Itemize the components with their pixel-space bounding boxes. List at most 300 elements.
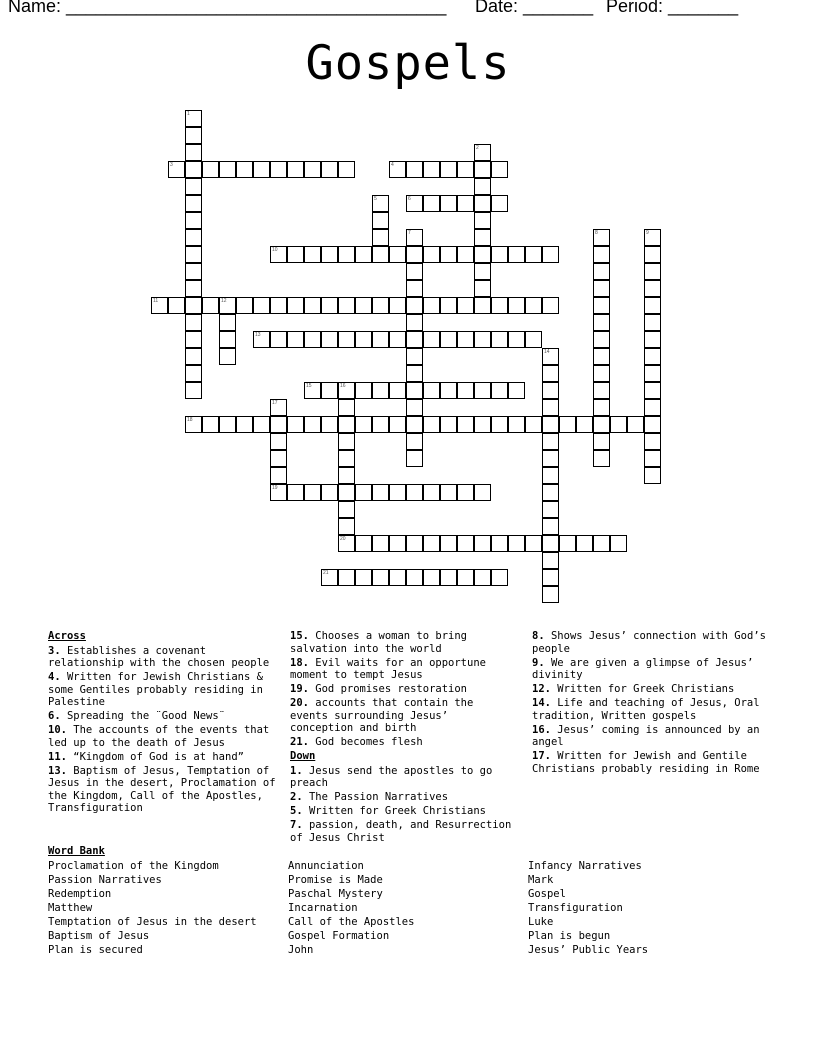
crossword-cell[interactable] xyxy=(321,246,338,263)
crossword-cell[interactable] xyxy=(474,178,491,195)
crossword-cell[interactable] xyxy=(593,331,610,348)
crossword-cell[interactable] xyxy=(372,195,389,212)
clue xyxy=(48,710,278,723)
crossword-cell[interactable] xyxy=(270,161,287,178)
crossword-cell[interactable] xyxy=(219,348,236,365)
crossword-cell[interactable] xyxy=(542,399,559,416)
crossword-cell[interactable] xyxy=(270,433,287,450)
crossword-cell[interactable] xyxy=(644,314,661,331)
crossword-cell[interactable] xyxy=(423,195,440,212)
crossword-cell[interactable] xyxy=(576,535,593,552)
crossword-cell[interactable] xyxy=(542,535,559,552)
crossword-cell[interactable] xyxy=(457,331,474,348)
clue xyxy=(532,683,767,696)
crossword-cell[interactable] xyxy=(525,297,542,314)
crossword-cell[interactable] xyxy=(644,382,661,399)
crossword-cell[interactable] xyxy=(406,195,423,212)
word-bank-item: Paschal Mystery xyxy=(288,888,383,900)
crossword-cell[interactable] xyxy=(202,161,219,178)
crossword-cell[interactable] xyxy=(491,195,508,212)
crossword-cell[interactable] xyxy=(287,331,304,348)
crossword-cell[interactable] xyxy=(474,195,491,212)
crossword-cell[interactable] xyxy=(338,450,355,467)
crossword-cell[interactable] xyxy=(338,467,355,484)
crossword-cell[interactable] xyxy=(406,263,423,280)
crossword-cell[interactable] xyxy=(287,416,304,433)
crossword-cell[interactable] xyxy=(508,297,525,314)
crossword-cell[interactable] xyxy=(185,297,202,314)
clues-column-2 xyxy=(290,630,515,846)
clue xyxy=(532,657,767,682)
crossword-cell[interactable] xyxy=(542,586,559,603)
crossword-cell[interactable] xyxy=(593,433,610,450)
crossword-cell[interactable] xyxy=(236,161,253,178)
name-field[interactable]: Name: ______________________________________ xyxy=(8,0,447,16)
crossword-cell[interactable] xyxy=(644,229,661,246)
crossword-cell[interactable] xyxy=(457,569,474,586)
crossword-cell[interactable] xyxy=(508,382,525,399)
crossword-cell[interactable] xyxy=(474,416,491,433)
crossword-cell[interactable] xyxy=(219,416,236,433)
crossword-cell[interactable] xyxy=(185,212,202,229)
crossword-cell[interactable] xyxy=(372,297,389,314)
clue xyxy=(290,805,515,818)
crossword-cell[interactable] xyxy=(372,416,389,433)
crossword-cell[interactable] xyxy=(644,280,661,297)
crossword-cell[interactable] xyxy=(270,399,287,416)
clue xyxy=(48,724,278,749)
crossword-cell[interactable] xyxy=(287,484,304,501)
clue-number-label: 11. xyxy=(48,750,67,763)
crossword-cell[interactable] xyxy=(270,416,287,433)
crossword-cell[interactable] xyxy=(321,484,338,501)
crossword-cell[interactable] xyxy=(406,348,423,365)
crossword-cell[interactable] xyxy=(423,297,440,314)
crossword-cell[interactable] xyxy=(474,382,491,399)
crossword-cell[interactable] xyxy=(338,535,355,552)
crossword-cell[interactable] xyxy=(304,161,321,178)
crossword-cell[interactable] xyxy=(338,416,355,433)
crossword-cell[interactable] xyxy=(185,314,202,331)
crossword-cell[interactable] xyxy=(474,535,491,552)
crossword-cell[interactable] xyxy=(406,416,423,433)
clue-number: 2 xyxy=(476,145,479,151)
clue-number: 7 xyxy=(408,230,411,236)
crossword-cell[interactable] xyxy=(389,416,406,433)
crossword-cell[interactable] xyxy=(270,467,287,484)
crossword-cell[interactable] xyxy=(185,331,202,348)
crossword-cell[interactable] xyxy=(185,246,202,263)
crossword-cell[interactable] xyxy=(202,416,219,433)
word-bank-item: Call of the Apostles xyxy=(288,916,415,928)
clue-number-label: 2. xyxy=(290,791,303,803)
crossword-cell[interactable] xyxy=(440,195,457,212)
crossword-cell[interactable] xyxy=(338,501,355,518)
crossword-cell[interactable] xyxy=(525,416,542,433)
crossword-cell[interactable] xyxy=(406,433,423,450)
crossword-cell[interactable] xyxy=(423,416,440,433)
crossword-cell[interactable] xyxy=(508,535,525,552)
crossword-cell[interactable] xyxy=(304,331,321,348)
crossword-cell[interactable] xyxy=(304,297,321,314)
crossword-cell[interactable] xyxy=(491,416,508,433)
crossword-cell[interactable] xyxy=(474,246,491,263)
crossword-cell[interactable] xyxy=(542,569,559,586)
crossword-cell[interactable] xyxy=(219,161,236,178)
crossword-cell[interactable] xyxy=(355,416,372,433)
crossword-cell[interactable] xyxy=(457,382,474,399)
crossword-cell[interactable] xyxy=(338,433,355,450)
crossword-cell[interactable] xyxy=(406,229,423,246)
crossword-cell[interactable] xyxy=(389,535,406,552)
word-bank-item: Temptation of Jesus in the desert xyxy=(48,916,257,928)
crossword-cell[interactable] xyxy=(457,161,474,178)
crossword-cell[interactable] xyxy=(644,348,661,365)
crossword-cell[interactable] xyxy=(542,416,559,433)
crossword-cell[interactable] xyxy=(559,535,576,552)
crossword-cell[interactable] xyxy=(644,433,661,450)
crossword-cell[interactable] xyxy=(338,484,355,501)
word-bank-item: Luke xyxy=(528,916,554,928)
crossword-cell[interactable] xyxy=(491,161,508,178)
crossword-cell[interactable] xyxy=(406,246,423,263)
crossword-cell[interactable] xyxy=(219,297,236,314)
crossword-cell[interactable] xyxy=(457,195,474,212)
crossword-cell[interactable] xyxy=(593,280,610,297)
clue xyxy=(290,819,515,844)
crossword-cell[interactable] xyxy=(185,110,202,127)
crossword-cell[interactable] xyxy=(525,331,542,348)
crossword-cell[interactable] xyxy=(593,348,610,365)
crossword-cell[interactable] xyxy=(406,569,423,586)
crossword-cell[interactable] xyxy=(321,297,338,314)
crossword-cell[interactable] xyxy=(270,331,287,348)
crossword-cell[interactable] xyxy=(440,331,457,348)
crossword-cell[interactable] xyxy=(253,161,270,178)
word-bank-item: Annunciation xyxy=(288,860,364,872)
crossword-cell[interactable] xyxy=(253,331,270,348)
crossword-cell[interactable] xyxy=(644,331,661,348)
crossword-cell[interactable] xyxy=(406,280,423,297)
crossword-cell[interactable] xyxy=(423,569,440,586)
crossword-cell[interactable] xyxy=(593,416,610,433)
clue-number: 15 xyxy=(306,383,312,389)
crossword-cell[interactable] xyxy=(202,297,219,314)
crossword-cell[interactable] xyxy=(338,399,355,416)
crossword-cell[interactable] xyxy=(389,331,406,348)
period-field[interactable]: Period: _______ xyxy=(606,0,739,16)
crossword-cell[interactable] xyxy=(644,246,661,263)
clue-text: Written for Greek Christians xyxy=(302,805,486,817)
clue-text: Evil waits for an opportune moment to tempt Jesus xyxy=(290,656,486,681)
crossword-cell[interactable] xyxy=(491,246,508,263)
crossword-cell[interactable] xyxy=(474,263,491,280)
crossword-cell[interactable] xyxy=(423,535,440,552)
crossword-cell[interactable] xyxy=(593,263,610,280)
crossword-cell[interactable] xyxy=(389,569,406,586)
crossword-cell[interactable] xyxy=(372,535,389,552)
crossword-cell[interactable] xyxy=(253,416,270,433)
crossword-cell[interactable] xyxy=(236,297,253,314)
clue xyxy=(48,765,278,815)
crossword-cell[interactable] xyxy=(542,382,559,399)
crossword-cell[interactable] xyxy=(593,535,610,552)
crossword-cell[interactable] xyxy=(644,450,661,467)
crossword-cell[interactable] xyxy=(185,365,202,382)
crossword-cell[interactable] xyxy=(304,246,321,263)
crossword-cell[interactable] xyxy=(542,552,559,569)
clue xyxy=(48,751,278,764)
crossword-cell[interactable] xyxy=(338,297,355,314)
crossword-cell[interactable] xyxy=(338,518,355,535)
crossword-cell[interactable] xyxy=(593,450,610,467)
crossword-cell[interactable] xyxy=(185,229,202,246)
clue-number-label: 6. xyxy=(48,710,61,722)
crossword-cell[interactable] xyxy=(559,416,576,433)
crossword-cell[interactable] xyxy=(304,484,321,501)
crossword-cell[interactable] xyxy=(610,416,627,433)
crossword-cell[interactable] xyxy=(474,484,491,501)
page-title: Gospels xyxy=(305,36,511,91)
crossword-cell[interactable] xyxy=(542,365,559,382)
crossword-cell[interactable] xyxy=(304,382,321,399)
crossword-cell[interactable] xyxy=(406,297,423,314)
crossword-cell[interactable] xyxy=(542,246,559,263)
clue-number-label: 3. xyxy=(48,644,61,657)
crossword-cell[interactable] xyxy=(338,161,355,178)
crossword-cell[interactable] xyxy=(440,382,457,399)
clue-text: accounts that contain the events surrounding Jesus’ conception and birth xyxy=(290,697,474,734)
date-field[interactable]: Date: _______ xyxy=(475,0,594,16)
crossword-cell[interactable] xyxy=(644,263,661,280)
crossword-cell[interactable] xyxy=(389,246,406,263)
crossword-cell[interactable] xyxy=(185,263,202,280)
crossword-cell[interactable] xyxy=(236,416,253,433)
crossword-cell[interactable] xyxy=(219,314,236,331)
crossword-cell[interactable] xyxy=(423,161,440,178)
clue-number: 16 xyxy=(340,383,346,389)
clue xyxy=(290,765,515,790)
word-bank-item: Jesus’ Public Years xyxy=(528,944,649,956)
crossword-cell[interactable] xyxy=(542,450,559,467)
clue-number-label: 14. xyxy=(532,697,551,709)
crossword-cell[interactable] xyxy=(389,382,406,399)
crossword-cell[interactable] xyxy=(474,161,491,178)
crossword-cell[interactable] xyxy=(151,297,168,314)
crossword-cell[interactable] xyxy=(304,416,321,433)
clue-number-label: 7. xyxy=(290,819,303,831)
crossword-cell[interactable] xyxy=(644,399,661,416)
crossword-cell[interactable] xyxy=(423,484,440,501)
crossword-cell[interactable] xyxy=(321,416,338,433)
crossword-cell[interactable] xyxy=(185,280,202,297)
crossword-cell[interactable] xyxy=(406,331,423,348)
crossword-cell[interactable] xyxy=(338,382,355,399)
crossword-cell[interactable] xyxy=(423,246,440,263)
clue xyxy=(290,697,515,735)
clue-text: God becomes flesh xyxy=(308,736,423,748)
crossword-cell[interactable] xyxy=(474,229,491,246)
crossword-cell[interactable] xyxy=(440,569,457,586)
crossword-cell[interactable] xyxy=(474,331,491,348)
crossword-cell[interactable] xyxy=(355,569,372,586)
clue-text: God promises restoration xyxy=(308,683,468,695)
crossword-cell[interactable] xyxy=(321,569,338,586)
crossword-cell[interactable] xyxy=(355,484,372,501)
word-bank-item: Mark xyxy=(528,874,554,886)
crossword-cell[interactable] xyxy=(372,569,389,586)
word-bank-item: Infancy Narratives xyxy=(528,860,642,872)
clue xyxy=(48,671,278,709)
crossword-cell[interactable] xyxy=(185,144,202,161)
crossword-cell[interactable] xyxy=(423,331,440,348)
crossword-cell[interactable] xyxy=(440,161,457,178)
crossword-cell[interactable] xyxy=(542,433,559,450)
crossword-cell[interactable] xyxy=(321,161,338,178)
crossword-cell[interactable] xyxy=(406,484,423,501)
crossword-cell[interactable] xyxy=(508,246,525,263)
crossword-cell[interactable] xyxy=(270,297,287,314)
word-bank-column-2 xyxy=(288,859,414,957)
clue-number: 20 xyxy=(340,536,346,542)
crossword-cell[interactable] xyxy=(185,382,202,399)
clue-number-label: 18. xyxy=(290,656,309,669)
crossword-cell[interactable] xyxy=(338,569,355,586)
crossword-cell[interactable] xyxy=(593,229,610,246)
crossword-cell[interactable] xyxy=(287,297,304,314)
crossword-cell[interactable] xyxy=(287,246,304,263)
crossword-cell[interactable] xyxy=(542,348,559,365)
crossword-cell[interactable] xyxy=(542,467,559,484)
crossword-cell[interactable] xyxy=(185,195,202,212)
crossword-cell[interactable] xyxy=(474,297,491,314)
crossword-cell[interactable] xyxy=(491,535,508,552)
crossword-cell[interactable] xyxy=(491,297,508,314)
crossword-cell[interactable] xyxy=(168,161,185,178)
crossword-cell[interactable] xyxy=(406,450,423,467)
crossword-cell[interactable] xyxy=(389,484,406,501)
crossword-cell[interactable] xyxy=(372,382,389,399)
crossword-cell[interactable] xyxy=(219,331,236,348)
word-bank-item: Incarnation xyxy=(288,902,358,914)
crossword-cell[interactable] xyxy=(593,399,610,416)
crossword-cell[interactable] xyxy=(338,331,355,348)
crossword-cell[interactable] xyxy=(440,246,457,263)
word-bank-column-3 xyxy=(528,859,648,957)
crossword-cell[interactable] xyxy=(372,246,389,263)
crossword-cell[interactable] xyxy=(644,365,661,382)
crossword-cell[interactable] xyxy=(270,246,287,263)
crossword-cell[interactable] xyxy=(525,535,542,552)
crossword-cell[interactable] xyxy=(491,382,508,399)
crossword-cell[interactable] xyxy=(457,297,474,314)
clue-number: 12 xyxy=(221,298,227,304)
crossword-cell[interactable] xyxy=(372,212,389,229)
crossword-cell[interactable] xyxy=(593,365,610,382)
crossword-cell[interactable] xyxy=(372,229,389,246)
crossword-cell[interactable] xyxy=(542,297,559,314)
crossword-cell[interactable] xyxy=(355,297,372,314)
crossword-cell[interactable] xyxy=(185,348,202,365)
crossword-cell[interactable] xyxy=(338,246,355,263)
crossword-cell[interactable] xyxy=(491,569,508,586)
crossword-cell[interactable] xyxy=(474,212,491,229)
crossword-cell[interactable] xyxy=(593,246,610,263)
crossword-cell[interactable] xyxy=(491,331,508,348)
crossword-cell[interactable] xyxy=(644,416,661,433)
clues-column-3 xyxy=(532,630,767,777)
crossword-cell[interactable] xyxy=(440,416,457,433)
crossword-cell[interactable] xyxy=(593,314,610,331)
crossword-cell[interactable] xyxy=(542,501,559,518)
crossword-cell[interactable] xyxy=(610,535,627,552)
crossword-cell[interactable] xyxy=(389,161,406,178)
crossword-cell[interactable] xyxy=(474,569,491,586)
crossword-cell[interactable] xyxy=(457,484,474,501)
crossword-cell[interactable] xyxy=(185,161,202,178)
crossword-cell[interactable] xyxy=(627,416,644,433)
crossword-cell[interactable] xyxy=(593,382,610,399)
crossword-cell[interactable] xyxy=(355,535,372,552)
crossword-cell[interactable] xyxy=(542,518,559,535)
crossword-cell[interactable] xyxy=(406,365,423,382)
clue-number-label: 13. xyxy=(48,764,67,777)
crossword-cell[interactable] xyxy=(372,331,389,348)
crossword-cell[interactable] xyxy=(185,178,202,195)
crossword-cell[interactable] xyxy=(440,535,457,552)
crossword-cell[interactable] xyxy=(644,297,661,314)
crossword-cell[interactable] xyxy=(474,144,491,161)
crossword-cell[interactable] xyxy=(389,297,406,314)
crossword-cell[interactable] xyxy=(185,127,202,144)
crossword-cell[interactable] xyxy=(542,484,559,501)
crossword-cell[interactable] xyxy=(423,382,440,399)
crossword-cell[interactable] xyxy=(457,246,474,263)
crossword-cell[interactable] xyxy=(270,484,287,501)
crossword-cell[interactable] xyxy=(168,297,185,314)
crossword-cell[interactable] xyxy=(508,416,525,433)
crossword-cell[interactable] xyxy=(457,416,474,433)
crossword-cell[interactable] xyxy=(253,297,270,314)
crossword-cell[interactable] xyxy=(406,382,423,399)
crossword-cell[interactable] xyxy=(321,382,338,399)
crossword-cell[interactable] xyxy=(406,161,423,178)
crossword-cell[interactable] xyxy=(355,331,372,348)
clue-number-label: 8. xyxy=(532,630,545,642)
crossword-cell[interactable] xyxy=(644,467,661,484)
crossword-cell[interactable] xyxy=(440,297,457,314)
crossword-cell[interactable] xyxy=(321,331,338,348)
crossword-cell[interactable] xyxy=(508,331,525,348)
crossword-cell[interactable] xyxy=(440,484,457,501)
crossword-cell[interactable] xyxy=(270,450,287,467)
crossword-cell[interactable] xyxy=(406,535,423,552)
clue-number-label: 20. xyxy=(290,697,309,709)
crossword-cell[interactable] xyxy=(525,246,542,263)
crossword-cell[interactable] xyxy=(372,484,389,501)
crossword-cell[interactable] xyxy=(406,399,423,416)
crossword-cell[interactable] xyxy=(474,280,491,297)
crossword-cell[interactable] xyxy=(185,416,202,433)
crossword-cell[interactable] xyxy=(287,161,304,178)
crossword-cell[interactable] xyxy=(457,535,474,552)
crossword-cell[interactable] xyxy=(355,246,372,263)
crossword-cell[interactable] xyxy=(355,382,372,399)
crossword-cell[interactable] xyxy=(576,416,593,433)
crossword-cell[interactable] xyxy=(593,297,610,314)
word-bank-item: Plan is secured xyxy=(48,944,143,956)
crossword-cell[interactable] xyxy=(406,314,423,331)
